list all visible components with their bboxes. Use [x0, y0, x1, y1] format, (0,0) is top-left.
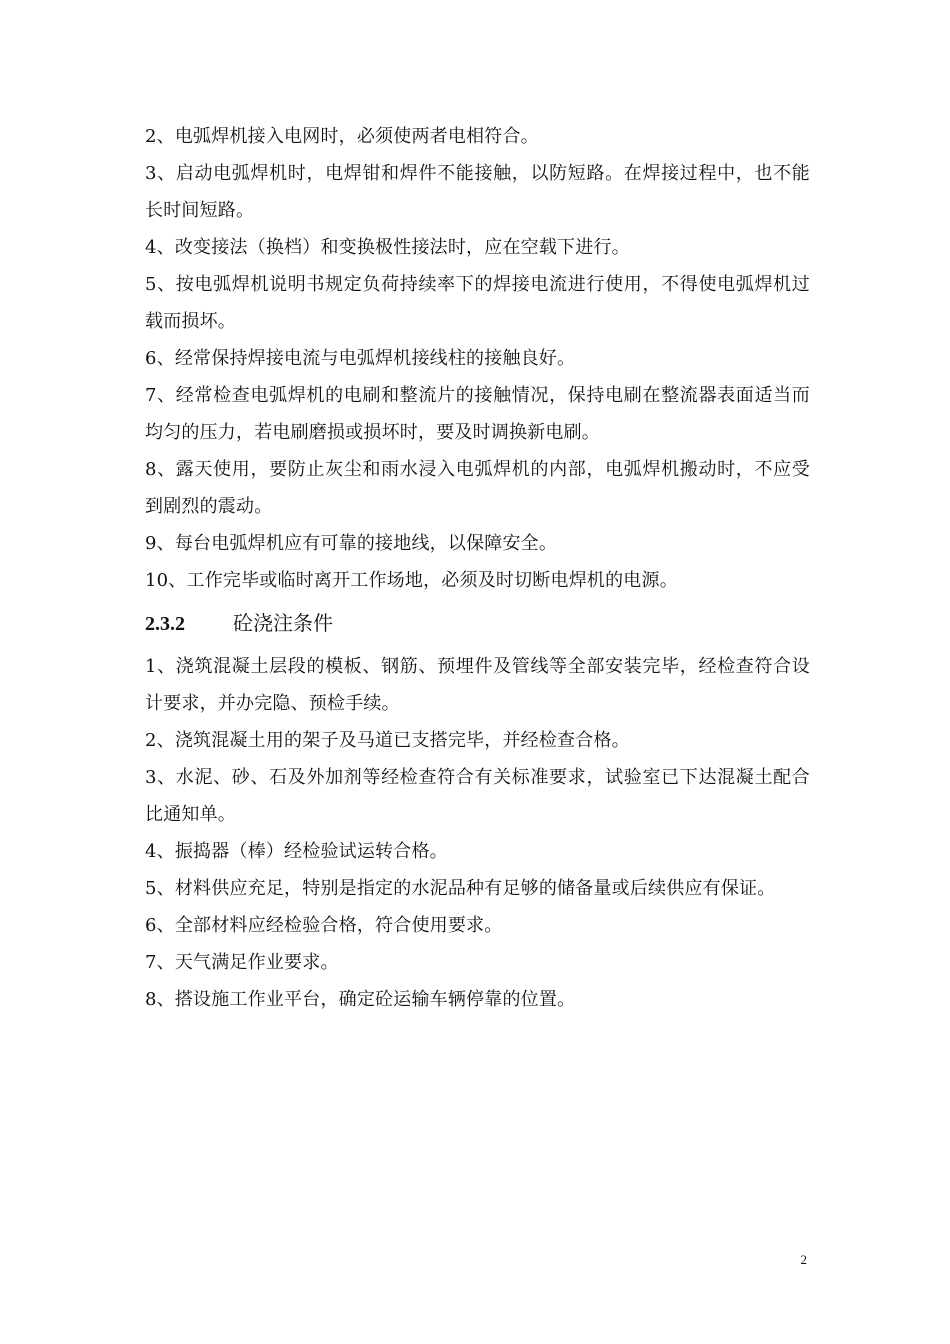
paragraph: 7、经常检查电弧焊机的电刷和整流片的接触情况，保持电刷在整流器表面适当而均匀的压力，若电刷磨损或损坏时，要及时调换新电刷。 [145, 385, 810, 443]
paragraph: 6、全部材料应经检验合格，符合使用要求。 [145, 915, 503, 936]
paragraph: 1、浇筑混凝土层段的模板、钢筋、预埋件及管线等全部安装完毕，经检查符合设计要求，并办完隐、预检手续。 [145, 656, 810, 714]
paragraph: 2、浇筑混凝土用的架子及马道已支搭完毕，并经检查合格。 [145, 730, 630, 751]
page-content [145, 118, 810, 1018]
paragraph: 9、每台电弧焊机应有可靠的接地线，以保障安全。 [145, 533, 558, 554]
section-title: 砼浇注条件 [233, 611, 333, 635]
paragraph: 8、搭设施工作业平台，确定砼运输车辆停靠的位置。 [145, 989, 576, 1010]
section-heading [145, 599, 810, 648]
paragraph: 4、振捣器（棒）经检验试运转合格。 [145, 841, 448, 862]
section-number: 2.3.2 [145, 613, 185, 635]
paragraph: 7、天气满足作业要求。 [145, 952, 339, 973]
paragraph: 3、水泥、砂、石及外加剂等经检查符合有关标准要求，试验室已下达混凝土配合比通知单。 [145, 767, 810, 825]
paragraph: 5、材料供应充足，特别是指定的水泥品种有足够的储备量或后续供应有保证。 [145, 878, 776, 899]
paragraph: 10、工作完毕或临时离开工作场地，必须及时切断电焊机的电源。 [145, 570, 678, 591]
paragraph: 6、经常保持焊接电流与电弧焊机接线柱的接触良好。 [145, 348, 576, 369]
paragraph: 3、启动电弧焊机时，电焊钳和焊件不能接触，以防短路。在焊接过程中，也不能长时间短路。 [145, 163, 810, 221]
paragraph: 4、改变接法（换档）和变换极性接法时，应在空载下进行。 [145, 237, 630, 258]
paragraph: 5、按电弧焊机说明书规定负荷持续率下的焊接电流进行使用，不得使电弧焊机过载而损坏。 [145, 274, 810, 332]
paragraph: 8、露天使用，要防止灰尘和雨水浸入电弧焊机的内部，电弧焊机搬动时，不应受到剧烈的震动。 [145, 459, 810, 517]
page-number: 2 [800, 1252, 807, 1267]
paragraph: 2、电弧焊机接入电网时，必须使两者电相符合。 [145, 126, 539, 147]
